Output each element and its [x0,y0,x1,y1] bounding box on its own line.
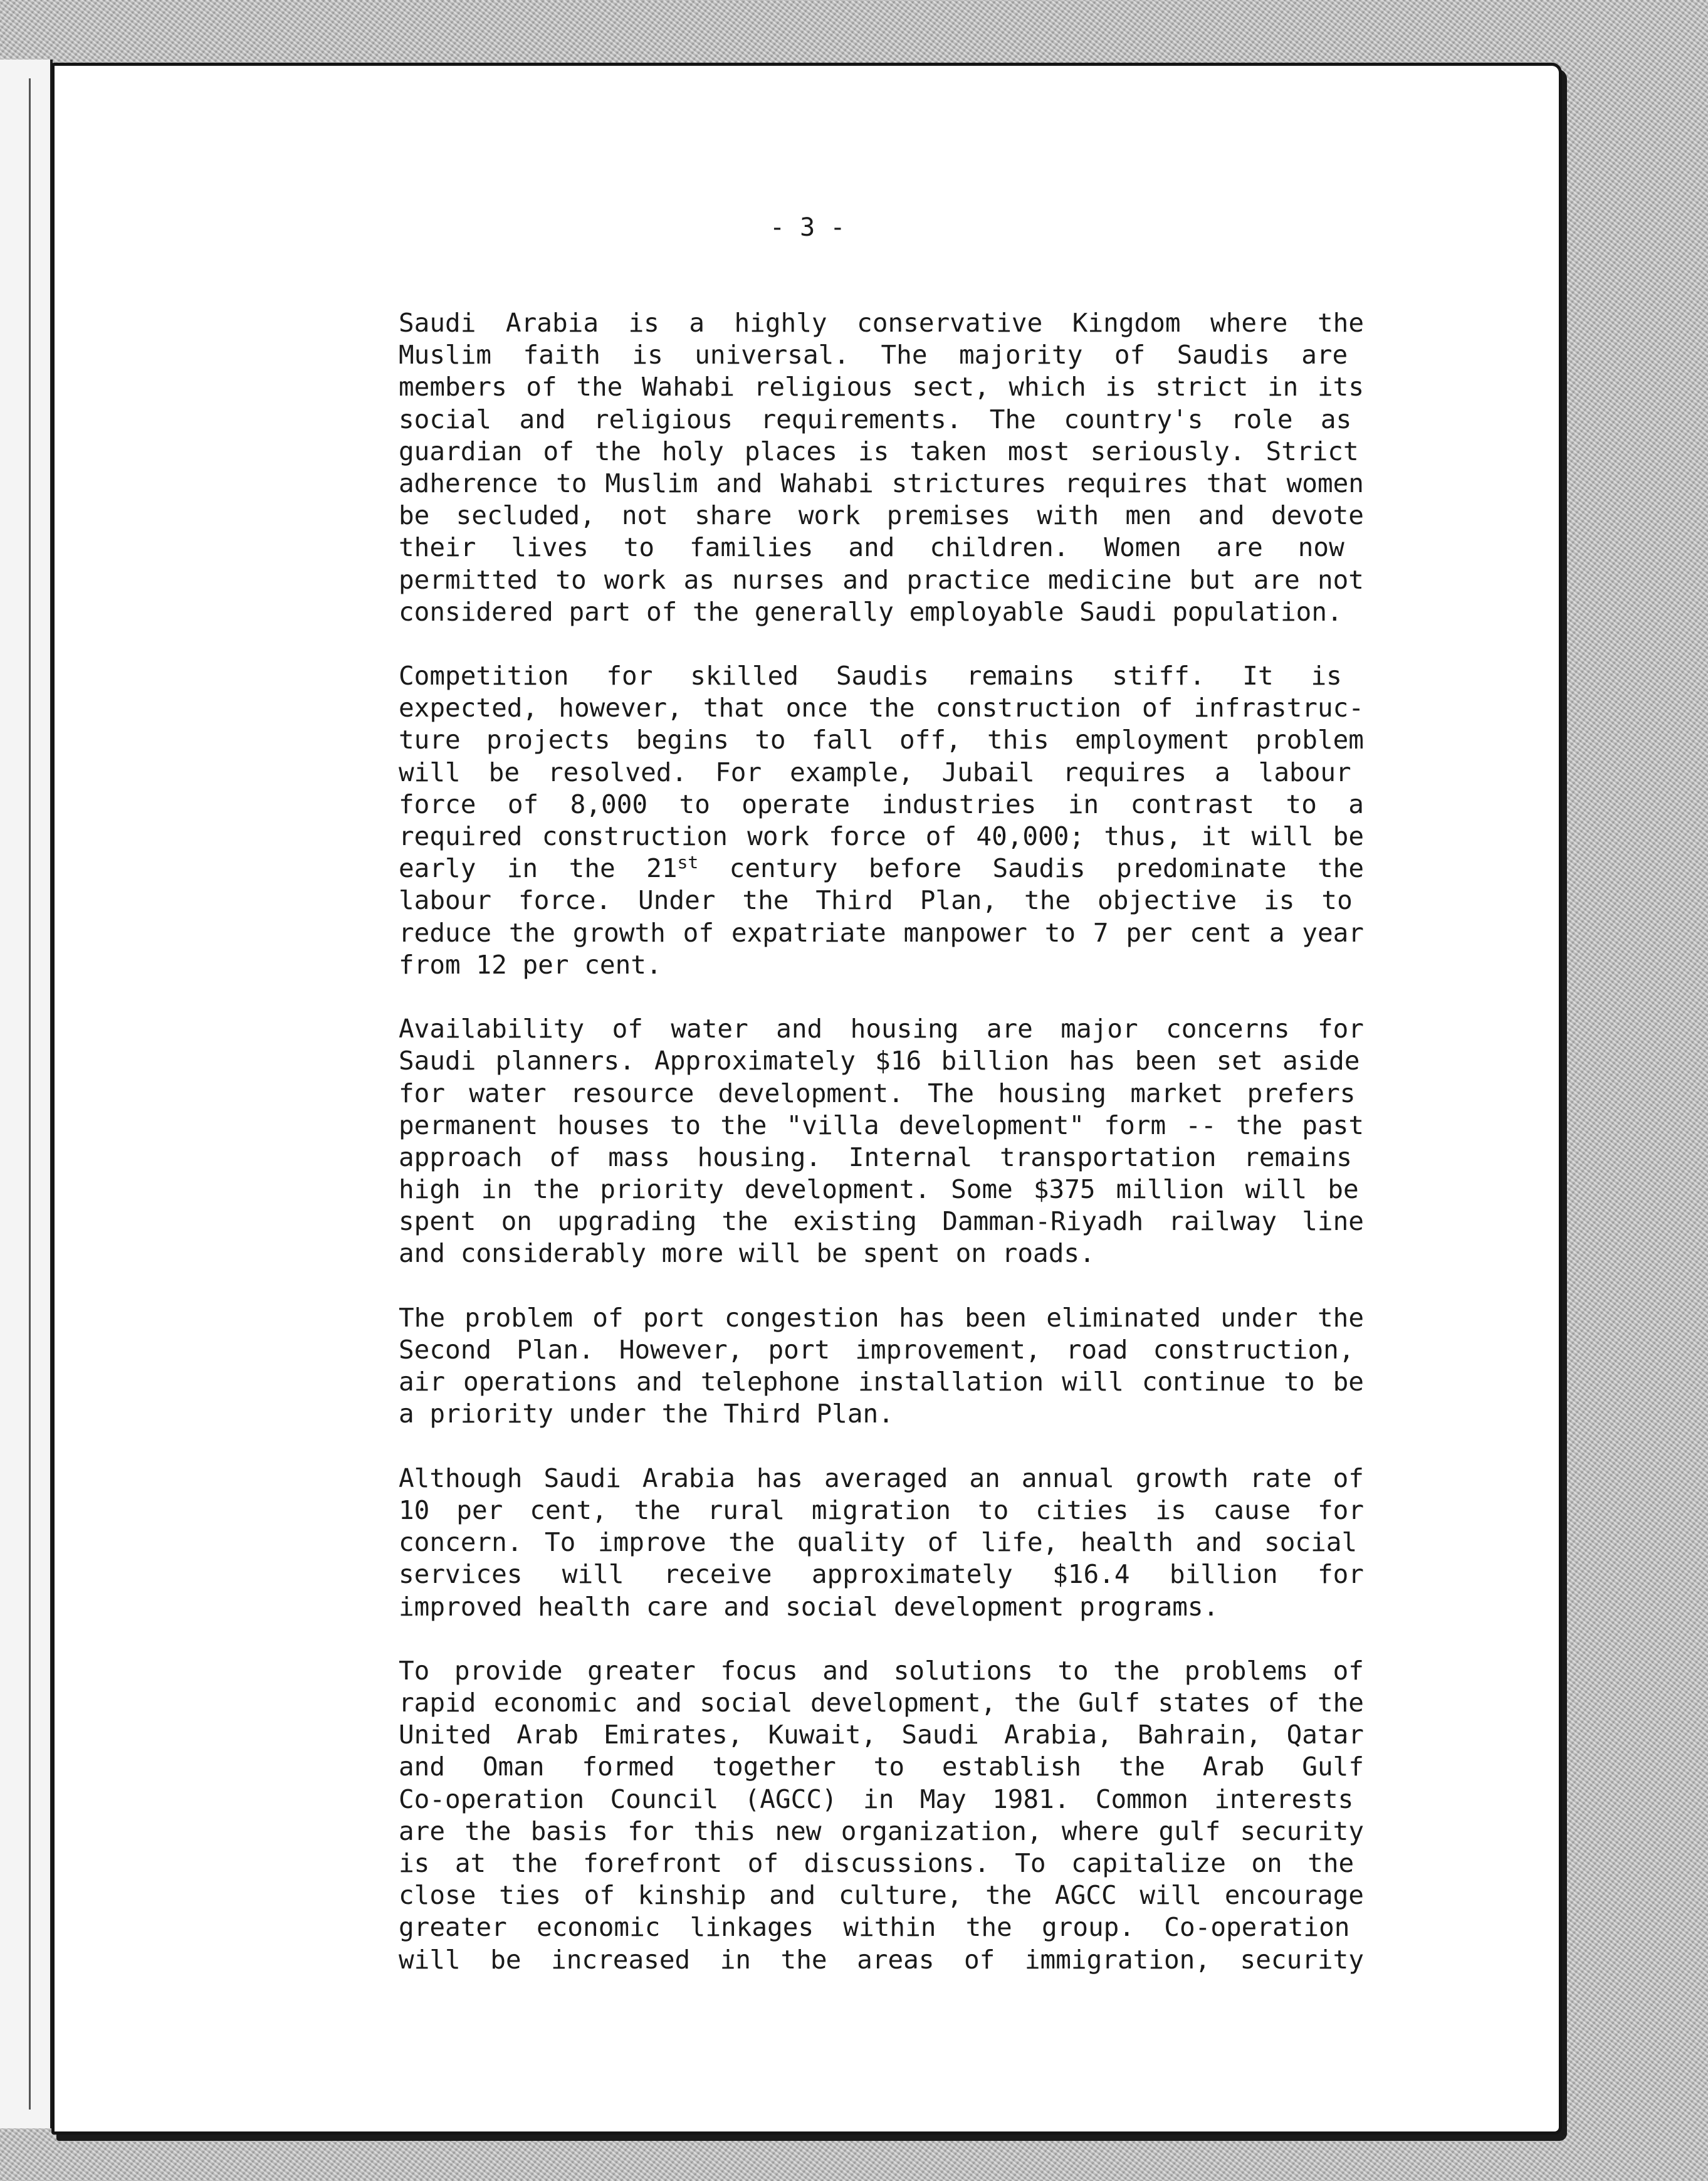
binding-edge [0,60,53,2128]
text-line: permanent houses to the "villa development" form -- the past [399,1110,1364,1140]
text-line: approach of mass housing. Internal transportation remains [399,1142,1352,1172]
text-line: and considerably more will be spent on roads. [399,1238,1095,1269]
text-line: Competition for skilled Saudis remains stiff. It is [399,661,1342,691]
text-line: members of the Wahabi religious sect, which is strict in its [399,372,1364,402]
text-line: improved health care and social development programs. [399,1591,1219,1622]
text-line: ture projects begins to fall off, this employment problem [399,725,1364,755]
text-line: labour force. Under the Third Plan, the objective is to [399,885,1353,916]
text-line: Availability of water and housing are major concerns for [399,1014,1364,1044]
body-text [399,307,1364,2008]
text-line: will be resolved. For example, Jubail requires a labour [399,757,1351,787]
text-line: will be increased in the areas of immigration, security [399,1944,1364,1975]
text-line: air operations and telephone installation will continue to be [399,1367,1364,1397]
text-segment: century before Saudis predominate the [698,853,1364,884]
paragraph [399,1302,1364,1431]
text-segment: early in the 21 [399,853,678,884]
text-line: are the basis for this new organization, where gulf security [399,1816,1364,1846]
text-line: The problem of port congestion has been eliminated under the [399,1302,1364,1333]
superscript: st [677,853,699,873]
text-line: To provide greater focus and solutions to the problems of [399,1655,1364,1686]
text-line: spent on upgrading the existing Damman-Riyadh railway line [399,1206,1364,1237]
text-line: adherence to Muslim and Wahabi strictures requires that women [399,468,1364,498]
text-line: guardian of the holy places is taken most seriously. Strict [399,436,1359,466]
text-line: be secluded, not share work premises with men and devote [399,500,1364,531]
paragraph [399,660,1364,981]
text-line: Co-operation Council (AGCC) in May 1981. Common interests [399,1784,1354,1814]
text-line: services will receive approximately $16.4 billion for [399,1559,1364,1590]
text-line: their lives to families and children. Women are now [399,532,1344,563]
text-line: considered part of the generally employable Saudi population. [399,596,1343,627]
text-line: a priority under the Third Plan. [399,1399,894,1429]
paragraph [399,1655,1364,1976]
text-line: United Arab Emirates, Kuwait, Saudi Arabia, Bahrain, Qatar [399,1720,1364,1750]
paragraph [399,1013,1364,1270]
text-line: greater economic linkages within the group. Co-operation [399,1912,1350,1943]
text-line: concern. To improve the quality of life, health and social [399,1527,1358,1558]
page-number: - 3 - [770,213,846,242]
text-line: expected, however, that once the construction of infrastruc- [399,693,1364,723]
text-line: and Oman formed together to establish the Arab Gulf [399,1752,1364,1782]
text-line: force of 8,000 to operate industries in contrast to a [399,789,1364,819]
text-line: permitted to work as nurses and practice medicine but are not [399,564,1364,595]
text-line: Muslim faith is universal. The majority of Saudis are [399,340,1348,371]
text-line: rapid economic and social development, the Gulf states of the [399,1688,1364,1718]
text-line: reduce the growth of expatriate manpower to 7 per cent a year [399,917,1364,948]
text-line: for water resource development. The housing market prefers [399,1078,1356,1108]
text-line: from 12 per cent. [399,949,662,980]
paragraph [399,307,1364,628]
text-line: required construction work force of 40,000; thus, it will be [399,821,1364,851]
text-line: Saudi planners. Approximately $16 billion has been set aside [399,1046,1360,1076]
text-line [399,853,1364,885]
text-line: Although Saudi Arabia has averaged an annual growth rate of [399,1463,1364,1493]
paragraph [399,1463,1364,1623]
text-line: high in the priority development. Some $375 million will be [399,1174,1359,1205]
text-line: social and religious requirements. The country's role as [399,404,1352,434]
text-line: Second Plan. However, port improvement, road construction, [399,1335,1354,1365]
text-line: Saudi Arabia is a highly conservative Kingdom where the [399,308,1364,338]
text-line: is at the forefront of discussions. To capitalize on the [399,1848,1354,1878]
text-line: close ties of kinship and culture, the AGCC will encourage [399,1880,1364,1911]
text-line: 10 per cent, the rural migration to cities is cause for [399,1495,1364,1525]
